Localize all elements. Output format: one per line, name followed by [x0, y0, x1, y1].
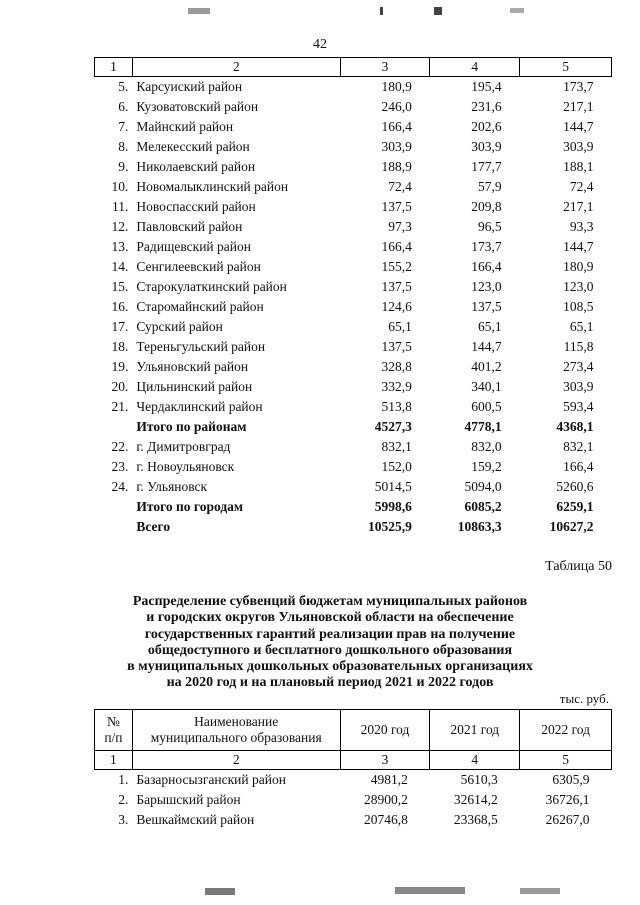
value-2020: 303,9	[381, 139, 412, 154]
value-2021: 65,1	[478, 319, 502, 334]
table-row	[95, 770, 612, 791]
value-2020: 152,0	[381, 459, 412, 474]
table-row	[95, 137, 612, 157]
value-2020: 97,3	[388, 219, 412, 234]
value-2022: 10627,2	[549, 519, 594, 534]
value-2022: 36726,1	[545, 792, 590, 807]
value-2022: 144,7	[563, 239, 594, 254]
value-2020: 188,9	[381, 159, 412, 174]
table-row	[95, 397, 612, 417]
subvention-table-50	[94, 709, 612, 830]
row-name: Базарносызганский район	[136, 772, 286, 787]
row-number: 23.	[111, 459, 129, 474]
row-number	[95, 417, 133, 437]
column-number: 3	[340, 751, 430, 770]
value-2020: 5998,6	[374, 499, 412, 514]
row-name: Барышский район	[136, 792, 241, 807]
table-caption: Таблица 50	[545, 559, 612, 574]
table-row	[95, 277, 612, 297]
value-2021: 202,6	[471, 119, 502, 134]
row-number: 22.	[111, 439, 129, 454]
row-name: Ульяновский район	[136, 359, 249, 374]
column-number-row	[95, 58, 612, 77]
row-number: 10.	[111, 179, 129, 194]
row-number: 7.	[118, 119, 129, 134]
value-2021: 6085,2	[464, 499, 502, 514]
row-name: г. Новоульяновск	[136, 459, 235, 474]
header-name-line2: муниципального образования	[150, 730, 322, 745]
table-row	[95, 77, 612, 98]
value-2021: 231,6	[471, 99, 502, 114]
value-2021: 173,7	[471, 239, 502, 254]
column-number: 1	[95, 751, 133, 770]
value-2020: 180,9	[381, 79, 412, 94]
table-row	[95, 357, 612, 377]
row-name: Тереньгульский район	[136, 339, 266, 354]
row-name: Новомалыклинский район	[136, 179, 289, 194]
title-line: на 2020 год и на плановый период 2021 и 2022 годов	[166, 675, 494, 691]
row-number: 20.	[111, 379, 129, 394]
value-2021: 209,8	[471, 199, 502, 214]
value-2022: 5260,6	[556, 479, 594, 494]
value-2022: 217,1	[563, 199, 594, 214]
table-row	[95, 317, 612, 337]
value-2021: 5094,0	[464, 479, 502, 494]
subvention-table-continued	[94, 57, 612, 537]
value-2022: 173,7	[563, 79, 594, 94]
value-2022: 188,1	[563, 159, 594, 174]
value-2022: 303,9	[563, 139, 594, 154]
value-2020: 328,8	[381, 359, 412, 374]
value-2021: 123,0	[471, 279, 502, 294]
row-number: 13.	[111, 239, 129, 254]
title-line: общедоступного и бесплатного дошкольного образования	[147, 642, 513, 658]
row-name: Итого по городам	[136, 499, 244, 514]
value-2020: 20746,8	[364, 812, 408, 827]
row-name: Цильнинский район	[136, 379, 253, 394]
scan-mark	[380, 7, 383, 15]
column-number: 1	[95, 58, 133, 77]
table-row	[95, 377, 612, 397]
value-2020: 155,2	[381, 259, 412, 274]
value-2020: 4981,2	[370, 772, 408, 787]
row-number: 16.	[111, 299, 129, 314]
value-2021: 57,9	[478, 179, 502, 194]
scan-mark	[434, 7, 442, 15]
value-2020: 513,8	[381, 399, 412, 414]
value-2022: 6305,9	[552, 772, 590, 787]
value-2022: 72,4	[569, 179, 594, 194]
value-2021: 96,5	[478, 219, 502, 234]
value-2021: 23368,5	[453, 812, 498, 827]
table-row	[95, 237, 612, 257]
row-number: 21.	[111, 399, 129, 414]
column-number: 2	[132, 58, 340, 77]
row-number	[95, 517, 133, 537]
row-name: Николаевский район	[136, 159, 256, 174]
table-row	[95, 117, 612, 137]
table-row	[95, 437, 612, 457]
value-2022: 115,8	[563, 339, 594, 354]
row-number: 17.	[111, 319, 129, 334]
column-number: 3	[340, 58, 430, 77]
header-number-line1: №	[106, 714, 120, 729]
table-row	[95, 97, 612, 117]
row-number: 1.	[118, 772, 129, 787]
value-2022: 273,4	[563, 359, 594, 374]
row-number: 14.	[111, 259, 129, 274]
value-2022: 4368,1	[556, 419, 594, 434]
row-number: 9.	[118, 159, 129, 174]
row-name: Радищевский район	[136, 239, 251, 254]
row-name: Сенгилеевский район	[136, 259, 261, 274]
scan-mark	[510, 8, 524, 13]
table-title	[60, 594, 600, 692]
value-2020: 246,0	[381, 99, 412, 114]
table-row	[95, 517, 612, 537]
column-number: 2	[132, 751, 340, 770]
value-2020: 332,9	[381, 379, 412, 394]
row-number	[95, 497, 133, 517]
header-number-line2: п/п	[104, 730, 123, 745]
value-2020: 137,5	[381, 339, 412, 354]
header-name	[132, 710, 340, 751]
value-2020: 10525,9	[367, 519, 412, 534]
row-name: г. Димитровград	[136, 439, 231, 454]
value-2021: 5610,3	[460, 772, 498, 787]
row-name: Павловский район	[136, 219, 243, 234]
row-name: Майнский район	[136, 119, 234, 134]
scan-mark	[188, 8, 210, 14]
value-2021: 144,7	[471, 339, 502, 354]
row-name: Вешкаймский район	[136, 812, 255, 827]
value-2021: 340,1	[471, 379, 502, 394]
row-number: 5.	[118, 79, 129, 94]
column-number: 4	[430, 58, 520, 77]
value-2022: 6259,1	[556, 499, 594, 514]
value-2020: 65,1	[388, 319, 412, 334]
value-2020: 137,5	[381, 279, 412, 294]
title-line: государственных гарантий реализации прав на получение	[144, 626, 516, 642]
value-2020: 28900,2	[364, 792, 408, 807]
table-row	[95, 477, 612, 497]
table-row	[95, 790, 612, 810]
row-name: г. Ульяновск	[136, 479, 208, 494]
table-row	[95, 337, 612, 357]
value-2021: 177,7	[471, 159, 502, 174]
row-name: Итого по районам	[136, 419, 247, 434]
header-year-2020: 2020 год	[340, 710, 430, 751]
header-year-2021: 2021 год	[430, 710, 520, 751]
table-row	[95, 257, 612, 277]
header-name-line1: Наименование	[194, 714, 279, 729]
row-name: Всего	[136, 519, 171, 534]
value-2021: 32614,2	[453, 792, 498, 807]
value-2022: 303,9	[563, 379, 594, 394]
value-2020: 166,4	[381, 239, 412, 254]
value-2022: 93,3	[569, 219, 594, 234]
value-2021: 4778,1	[464, 419, 502, 434]
table-row	[95, 157, 612, 177]
table-row	[95, 297, 612, 317]
value-2020: 124,6	[381, 299, 412, 314]
header-number	[95, 710, 133, 751]
value-2020: 166,4	[381, 119, 412, 134]
header-year-2022: 2022 год	[520, 710, 612, 751]
row-number: 11.	[112, 199, 129, 214]
row-number: 18.	[111, 339, 129, 354]
scan-mark	[205, 888, 235, 895]
row-name: Старомайнский район	[136, 299, 264, 314]
value-2021: 303,9	[471, 139, 502, 154]
row-number: 19.	[111, 359, 129, 374]
table-row	[95, 810, 612, 830]
title-line: в муниципальных дошкольных образовательных организациях	[127, 659, 533, 675]
scan-mark	[395, 887, 465, 894]
row-number: 8.	[118, 139, 129, 154]
table-row	[95, 217, 612, 237]
table-row	[95, 497, 612, 517]
value-2020: 5014,5	[374, 479, 412, 494]
row-number: 15.	[111, 279, 129, 294]
value-2022: 180,9	[563, 259, 594, 274]
value-2022: 832,1	[563, 439, 594, 454]
row-number: 24.	[111, 479, 129, 494]
value-2020: 832,1	[381, 439, 412, 454]
title-line: и городских округов Ульяновской области на обеспечение	[146, 610, 514, 626]
value-2021: 195,4	[471, 79, 502, 94]
value-2022: 144,7	[563, 119, 594, 134]
row-name: Старокулаткинский район	[136, 279, 287, 294]
value-2021: 10863,3	[457, 519, 502, 534]
scan-mark	[520, 888, 560, 894]
row-name: Мелекесский район	[136, 139, 250, 154]
value-2022: 65,1	[569, 319, 594, 334]
value-2021: 600,5	[471, 399, 502, 414]
units-label: тыс. руб.	[559, 691, 609, 706]
value-2022: 26267,0	[545, 812, 590, 827]
table-row	[95, 417, 612, 437]
value-2022: 593,4	[563, 399, 594, 414]
value-2022: 123,0	[563, 279, 594, 294]
row-number: 6.	[118, 99, 129, 114]
header-row	[95, 710, 612, 751]
value-2021: 166,4	[471, 259, 502, 274]
column-number: 4	[430, 751, 520, 770]
value-2022: 108,5	[563, 299, 594, 314]
value-2021: 832,0	[471, 439, 502, 454]
value-2021: 401,2	[471, 359, 502, 374]
row-number: 2.	[118, 792, 129, 807]
row-name: Кузоватовский район	[136, 99, 259, 114]
value-2022: 217,1	[563, 99, 594, 114]
row-name: Карсуиский район	[136, 79, 243, 94]
row-number: 3.	[118, 812, 129, 827]
value-2022: 166,4	[563, 459, 594, 474]
table-row	[95, 457, 612, 477]
value-2021: 159,2	[471, 459, 502, 474]
title-line: Распределение субвенций бюджетам муниципальных районов	[132, 594, 528, 609]
row-name: Чердаклинский район	[136, 399, 263, 414]
value-2021: 137,5	[471, 299, 502, 314]
row-number: 12.	[111, 219, 129, 234]
page-number: 42	[313, 37, 327, 52]
column-number: 5	[520, 58, 612, 77]
column-number: 5	[520, 751, 612, 770]
value-2020: 72,4	[388, 179, 412, 194]
table-row	[95, 197, 612, 217]
row-name: Сурский район	[136, 319, 223, 334]
column-number-row	[95, 751, 612, 770]
value-2020: 137,5	[381, 199, 412, 214]
row-name: Новоспасский район	[136, 199, 256, 214]
value-2020: 4527,3	[374, 419, 412, 434]
table-row	[95, 177, 612, 197]
